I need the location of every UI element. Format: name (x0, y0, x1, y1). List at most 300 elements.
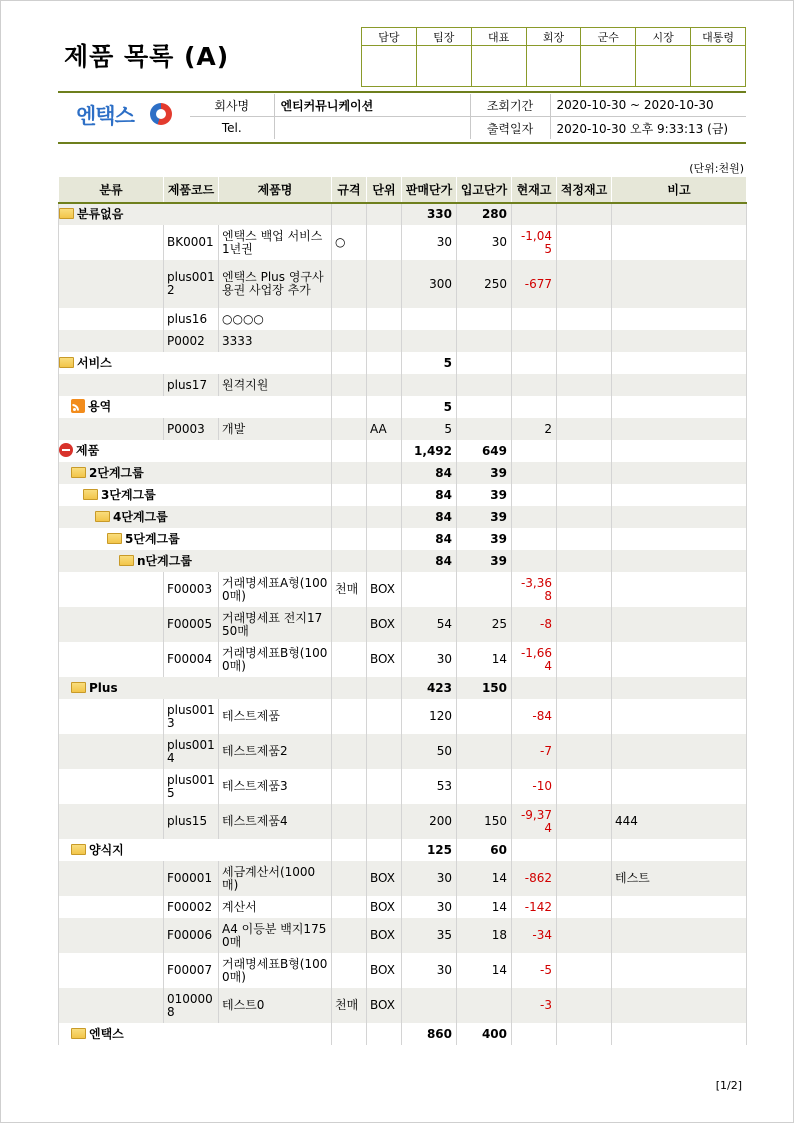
product-code-cell: F00007 (164, 953, 219, 988)
tel-value (274, 117, 470, 140)
spec-cell (332, 607, 367, 642)
table-row (59, 572, 747, 607)
category-row (59, 203, 747, 225)
spec-cell (332, 374, 367, 396)
purchase-price-cell (457, 699, 512, 734)
note-cell (612, 440, 747, 462)
product-name-cell: 테스트제품4 (219, 804, 332, 839)
optimal-stock-cell (557, 203, 612, 225)
unit-cell: BOX (367, 918, 402, 953)
product-code-cell: plus0015 (164, 769, 219, 804)
category-name: 4단계그룹 (113, 509, 168, 524)
optimal-stock-cell (557, 607, 612, 642)
sale-price-cell: 5 (402, 396, 457, 418)
table-row (59, 260, 747, 308)
sale-price-cell: 300 (402, 260, 457, 308)
note-cell (612, 225, 747, 260)
approval-label: 군수 (581, 28, 636, 46)
spec-cell (332, 308, 367, 330)
unit-cell (367, 225, 402, 260)
purchase-price-cell (457, 374, 512, 396)
category-cell (59, 734, 164, 769)
category-cell (59, 260, 164, 308)
folder-icon (107, 533, 122, 544)
purchase-price-cell (457, 330, 512, 352)
optimal-stock-cell (557, 953, 612, 988)
purchase-price-cell (457, 769, 512, 804)
column-header: 분류 (59, 177, 164, 203)
note-cell (612, 607, 747, 642)
purchase-price-cell: 39 (457, 528, 512, 550)
note-cell (612, 203, 747, 225)
approval-sign-cell (416, 46, 471, 87)
product-code-cell: P0002 (164, 330, 219, 352)
optimal-stock-cell (557, 1023, 612, 1045)
unit-cell (367, 374, 402, 396)
stock-cell: -3,368 (512, 572, 557, 607)
note-cell (612, 550, 747, 572)
note-cell (612, 330, 747, 352)
optimal-stock-cell (557, 440, 612, 462)
column-header: 입고단가 (457, 177, 512, 203)
folder-icon (71, 844, 86, 855)
column-header: 단위 (367, 177, 402, 203)
product-code-cell: F00001 (164, 861, 219, 896)
optimal-stock-cell (557, 550, 612, 572)
table-row (59, 374, 747, 396)
print-date-label: 출력일자 (470, 117, 550, 140)
spec-cell (332, 550, 367, 572)
folder-icon (95, 511, 110, 522)
product-code-cell: F00004 (164, 642, 219, 677)
column-header: 비고 (612, 177, 747, 203)
stop-icon (59, 443, 73, 457)
note-cell (612, 308, 747, 330)
spec-cell (332, 418, 367, 440)
product-name-cell: 거래명세표B형(1000매) (219, 642, 332, 677)
optimal-stock-cell (557, 572, 612, 607)
page-title: 제품 목록 (A) (64, 42, 230, 71)
sale-price-cell (402, 988, 457, 1023)
stock-cell: -5 (512, 953, 557, 988)
sale-price-cell: 200 (402, 804, 457, 839)
note-cell (612, 677, 747, 699)
optimal-stock-cell (557, 462, 612, 484)
spec-cell (332, 203, 367, 225)
category-cell (59, 1023, 332, 1045)
category-cell (59, 699, 164, 734)
unit-cell: AA (367, 418, 402, 440)
sale-price-cell: 330 (402, 203, 457, 225)
spec-cell (332, 528, 367, 550)
table-row (59, 308, 747, 330)
sale-price-cell (402, 308, 457, 330)
logo-mark-icon (150, 103, 172, 125)
unit-cell: BOX (367, 953, 402, 988)
stock-cell: -8 (512, 607, 557, 642)
sale-price-cell: 53 (402, 769, 457, 804)
spec-cell (332, 330, 367, 352)
category-cell (59, 396, 332, 418)
unit-cell (367, 804, 402, 839)
product-table (58, 177, 747, 1045)
spec-cell (332, 1023, 367, 1045)
product-name-cell: 테스트제품 (219, 699, 332, 734)
purchase-price-cell (457, 352, 512, 374)
tel-label: Tel. (190, 117, 274, 140)
approval-label: 대표 (471, 28, 526, 46)
spec-cell (332, 506, 367, 528)
table-row (59, 330, 747, 352)
sale-price-cell: 50 (402, 734, 457, 769)
optimal-stock-cell (557, 896, 612, 918)
approval-sign-cell (471, 46, 526, 87)
table-row (59, 804, 747, 839)
product-code-cell: F00002 (164, 896, 219, 918)
spec-cell (332, 953, 367, 988)
category-cell (59, 203, 332, 225)
unit-cell (367, 396, 402, 418)
product-name-cell: 계산서 (219, 896, 332, 918)
unit-cell (367, 260, 402, 308)
spec-cell (332, 699, 367, 734)
purchase-price-cell: 39 (457, 462, 512, 484)
category-cell (59, 988, 164, 1023)
folder-icon (59, 208, 74, 219)
purchase-price-cell (457, 396, 512, 418)
stock-cell (512, 677, 557, 699)
spec-cell (332, 861, 367, 896)
unit-cell: BOX (367, 988, 402, 1023)
folder-icon (71, 682, 86, 693)
product-name-cell: 거래명세표B형(1000매) (219, 953, 332, 988)
period-label: 조회기간 (470, 94, 550, 117)
category-name: 2단계그룹 (89, 465, 144, 480)
purchase-price-cell (457, 418, 512, 440)
sale-price-cell: 30 (402, 953, 457, 988)
sale-price-cell: 35 (402, 918, 457, 953)
note-cell (612, 572, 747, 607)
purchase-price-cell: 400 (457, 1023, 512, 1045)
sale-price-cell: 84 (402, 484, 457, 506)
category-row (59, 677, 747, 699)
stock-cell (512, 440, 557, 462)
stock-cell (512, 330, 557, 352)
category-cell (59, 896, 164, 918)
category-row (59, 550, 747, 572)
category-row (59, 462, 747, 484)
note-cell (612, 699, 747, 734)
purchase-price-cell: 14 (457, 861, 512, 896)
unit-cell (367, 839, 402, 861)
stock-cell (512, 203, 557, 225)
product-code-cell: F00003 (164, 572, 219, 607)
category-row (59, 484, 747, 506)
purchase-price-cell: 14 (457, 896, 512, 918)
folder-icon (59, 357, 74, 368)
optimal-stock-cell (557, 330, 612, 352)
optimal-stock-cell (557, 484, 612, 506)
product-code-cell: P0003 (164, 418, 219, 440)
note-cell (612, 484, 747, 506)
stock-cell (512, 352, 557, 374)
stock-cell: -9,374 (512, 804, 557, 839)
note-cell (612, 896, 747, 918)
product-code-cell: plus17 (164, 374, 219, 396)
note-cell (612, 462, 747, 484)
spec-cell: 천매 (332, 988, 367, 1023)
column-header: 판매단가 (402, 177, 457, 203)
sale-price-cell (402, 330, 457, 352)
sale-price-cell: 860 (402, 1023, 457, 1045)
approval-label: 팀장 (416, 28, 471, 46)
category-row (59, 839, 747, 861)
optimal-stock-cell (557, 225, 612, 260)
column-header: 규격 (332, 177, 367, 203)
category-cell (59, 352, 332, 374)
unit-cell (367, 506, 402, 528)
optimal-stock-cell (557, 352, 612, 374)
note-cell (612, 418, 747, 440)
category-row (59, 506, 747, 528)
stock-cell (512, 1023, 557, 1045)
approval-sign-cell (691, 46, 746, 87)
optimal-stock-cell (557, 506, 612, 528)
category-cell (59, 861, 164, 896)
purchase-price-cell: 14 (457, 953, 512, 988)
purchase-price-cell: 25 (457, 607, 512, 642)
table-row (59, 861, 747, 896)
unit-cell: BOX (367, 572, 402, 607)
unit-cell (367, 352, 402, 374)
sale-price-cell (402, 572, 457, 607)
spec-cell (332, 918, 367, 953)
sale-price-cell: 30 (402, 861, 457, 896)
category-cell (59, 839, 332, 861)
product-name-cell: 테스트제품2 (219, 734, 332, 769)
optimal-stock-cell (557, 418, 612, 440)
spec-cell (332, 734, 367, 769)
purchase-price-cell: 39 (457, 550, 512, 572)
stock-cell: -84 (512, 699, 557, 734)
unit-cell (367, 699, 402, 734)
stock-cell: -677 (512, 260, 557, 308)
unit-cell (367, 550, 402, 572)
product-code-cell: plus0014 (164, 734, 219, 769)
optimal-stock-cell (557, 839, 612, 861)
category-row (59, 528, 747, 550)
folder-icon (71, 467, 86, 478)
sale-price-cell: 30 (402, 642, 457, 677)
note-cell: 444 (612, 804, 747, 839)
category-row (59, 440, 747, 462)
sale-price-cell: 5 (402, 352, 457, 374)
table-row (59, 769, 747, 804)
stock-cell (512, 308, 557, 330)
spec-cell (332, 769, 367, 804)
spec-cell (332, 896, 367, 918)
note-cell (612, 988, 747, 1023)
spec-cell (332, 642, 367, 677)
note-cell: 테스트 (612, 861, 747, 896)
stock-cell (512, 374, 557, 396)
purchase-price-cell: 39 (457, 484, 512, 506)
note-cell (612, 769, 747, 804)
note-cell (612, 396, 747, 418)
category-name: 엔택스 (89, 1026, 124, 1041)
sale-price-cell: 84 (402, 462, 457, 484)
optimal-stock-cell (557, 528, 612, 550)
sale-price-cell: 30 (402, 896, 457, 918)
approval-sign-cell (581, 46, 636, 87)
product-name-cell: 테스트제품3 (219, 769, 332, 804)
purchase-price-cell: 150 (457, 677, 512, 699)
spec-cell (332, 462, 367, 484)
optimal-stock-cell (557, 918, 612, 953)
unit-cell: BOX (367, 896, 402, 918)
unit-cell (367, 203, 402, 225)
category-cell (59, 225, 164, 260)
stock-cell: -1,664 (512, 642, 557, 677)
sale-price-cell: 84 (402, 506, 457, 528)
product-name-cell: 엔택스 Plus 영구사용권 사업장 추가 (219, 260, 332, 308)
purchase-price-cell (457, 734, 512, 769)
approval-sign-cell (362, 46, 417, 87)
column-header: 적정재고 (557, 177, 612, 203)
purchase-price-cell: 30 (457, 225, 512, 260)
table-row (59, 699, 747, 734)
product-code-cell: BK0001 (164, 225, 219, 260)
product-name-cell: 엔택스 백업 서비스 1년권 (219, 225, 332, 260)
spec-cell: 천매 (332, 572, 367, 607)
table-row (59, 607, 747, 642)
purchase-price-cell (457, 988, 512, 1023)
sale-price-cell: 125 (402, 839, 457, 861)
product-code-cell: plus16 (164, 308, 219, 330)
purchase-price-cell: 649 (457, 440, 512, 462)
purchase-price-cell (457, 308, 512, 330)
optimal-stock-cell (557, 374, 612, 396)
stock-cell (512, 839, 557, 861)
purchase-price-cell: 14 (457, 642, 512, 677)
stock-cell: 2 (512, 418, 557, 440)
spec-cell (332, 804, 367, 839)
product-name-cell: 테스트0 (219, 988, 332, 1023)
sale-price-cell: 30 (402, 225, 457, 260)
unit-cell: BOX (367, 607, 402, 642)
product-name-cell: 거래명세표A형(1000매) (219, 572, 332, 607)
category-cell (59, 918, 164, 953)
unit-cell (367, 308, 402, 330)
unit-cell (367, 462, 402, 484)
category-name: 5단계그룹 (125, 531, 180, 546)
category-name: 분류없음 (77, 207, 124, 221)
spec-cell (332, 260, 367, 308)
purchase-price-cell: 150 (457, 804, 512, 839)
stock-cell (512, 528, 557, 550)
product-name-cell: 세금계산서(1000매) (219, 861, 332, 896)
optimal-stock-cell (557, 699, 612, 734)
category-cell (59, 330, 164, 352)
category-name: 제품 (76, 443, 100, 458)
page-number: [1/2] (715, 1079, 742, 1092)
stock-cell: -34 (512, 918, 557, 953)
note-cell (612, 1023, 747, 1045)
company-value: 엔티커뮤니케이션 (274, 94, 470, 117)
optimal-stock-cell (557, 804, 612, 839)
sale-price-cell: 84 (402, 528, 457, 550)
category-cell (59, 607, 164, 642)
product-name-cell: 거래명세표 전지1750매 (219, 607, 332, 642)
optimal-stock-cell (557, 734, 612, 769)
category-name: Plus (89, 680, 118, 695)
sale-price-cell: 54 (402, 607, 457, 642)
header-bottom-rule (58, 142, 746, 144)
unit-note: (단위:천원) (689, 162, 744, 175)
category-cell (59, 506, 332, 528)
category-name: 양식지 (89, 842, 124, 857)
category-cell (59, 804, 164, 839)
purchase-price-cell: 18 (457, 918, 512, 953)
table-row (59, 734, 747, 769)
print-date-value: 2020-10-30 오후 9:33:13 (금) (556, 121, 729, 136)
column-header: 제품코드 (164, 177, 219, 203)
approval-label: 회장 (526, 28, 581, 46)
sale-price-cell: 84 (402, 550, 457, 572)
note-cell (612, 352, 747, 374)
category-cell (59, 418, 164, 440)
stock-cell: -1,045 (512, 225, 557, 260)
optimal-stock-cell (557, 861, 612, 896)
category-name: 용역 (88, 399, 112, 414)
table-row (59, 225, 747, 260)
stock-cell: -862 (512, 861, 557, 896)
category-cell (59, 953, 164, 988)
note-cell (612, 953, 747, 988)
optimal-stock-cell (557, 308, 612, 330)
spec-cell (332, 352, 367, 374)
category-cell (59, 462, 332, 484)
sale-price-cell (402, 374, 457, 396)
note-cell (612, 506, 747, 528)
purchase-price-cell: 280 (457, 203, 512, 225)
unit-cell (367, 677, 402, 699)
rss-icon (71, 399, 85, 413)
stock-cell (512, 506, 557, 528)
category-cell (59, 572, 164, 607)
table-row (59, 918, 747, 953)
product-name-cell: 3333 (219, 330, 332, 352)
stock-cell (512, 550, 557, 572)
note-cell (612, 642, 747, 677)
note-cell (612, 528, 747, 550)
category-cell (59, 440, 332, 462)
sale-price-cell: 1,492 (402, 440, 457, 462)
purchase-price-cell (457, 572, 512, 607)
product-name-cell: A4 이등분 백지1750매 (219, 918, 332, 953)
optimal-stock-cell (557, 642, 612, 677)
category-row (59, 352, 747, 374)
folder-icon (119, 555, 134, 566)
product-name-cell: 개발 (219, 418, 332, 440)
unit-cell (367, 734, 402, 769)
category-name: n단계그룹 (137, 553, 192, 568)
spec-cell (332, 396, 367, 418)
product-code-cell: plus0013 (164, 699, 219, 734)
purchase-price-cell: 250 (457, 260, 512, 308)
spec-cell (332, 839, 367, 861)
category-cell (59, 642, 164, 677)
